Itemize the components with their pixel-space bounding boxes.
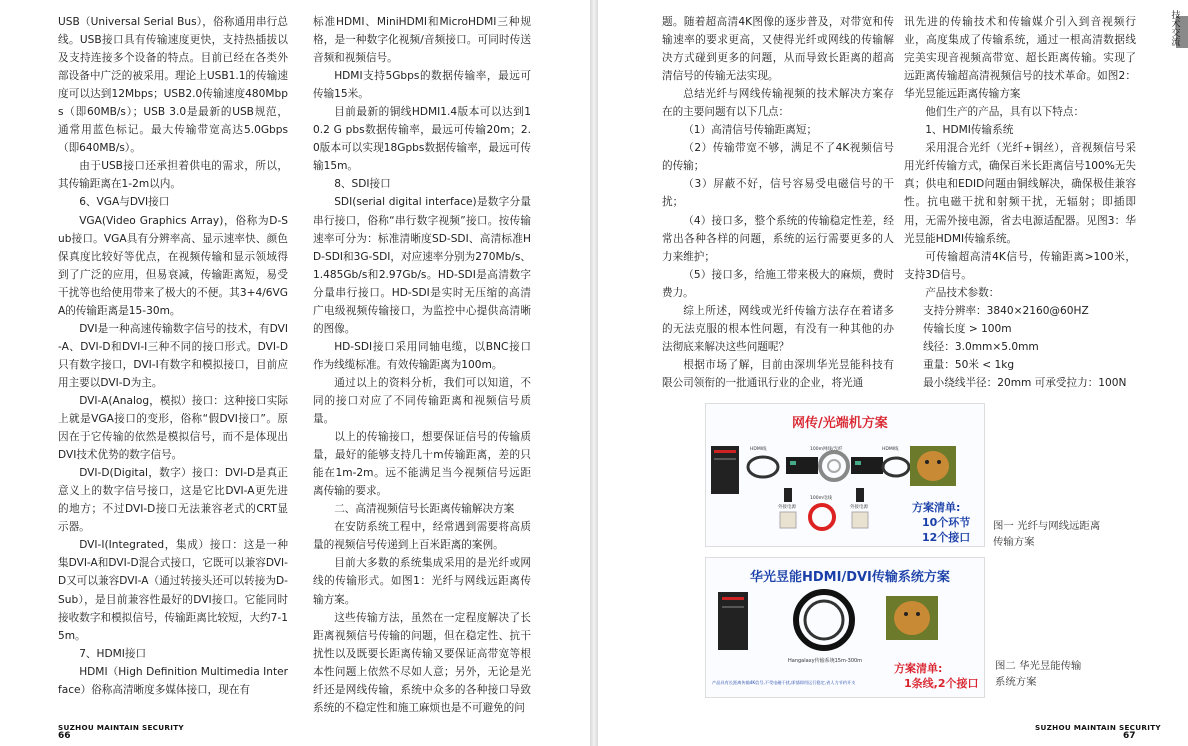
paragraph: 传输长度 > 100m xyxy=(923,322,1012,335)
left-footer: SUZHOU MAINTAIN SECURITY xyxy=(58,723,184,732)
transmitter-box-left-icon xyxy=(786,457,818,474)
paragraph: （4）接口多，整个系统的传输稳定性差，经常出各种各样的问题，系统的运行需要更多的人力来维护； xyxy=(662,214,894,263)
figure-1-label: HDMI线 xyxy=(750,447,767,452)
paragraph: HD-SDI接口采用同轴电缆，以BNC接口作为线缆标准。有效传输距离为100m。 xyxy=(313,340,531,371)
pc-tower-icon xyxy=(711,446,739,494)
section-tab-label xyxy=(1164,10,1184,50)
paragraph: 讯先进的传输技术和传输媒介引入到音视频行业，高度集成了传输系统，通过一根高清数据线完美实现音视频高带宽、超长距离传输。实现了远距离传输超高清视频信号的技术革命。如图2：华光昱能远距离传输方案 xyxy=(904,16,1136,101)
hdmi-cable-left-icon xyxy=(748,457,778,477)
paragraph: 产品技术参数： xyxy=(925,286,1000,299)
paragraph: 这些传输方法，虽然在一定程度解决了长距离视频信号传输的问题，但在稳定性、抗干扰性以及既要长距离传输又要保证高带宽等根本性问题上依然不尽如人意；另外，无论是光纤还是网线传输，系统中众多的各种接口导致系统的不稳定性和施工麻烦也是不可避免的问 xyxy=(313,611,531,714)
section-tab-text: 技术交流 xyxy=(1169,10,1180,46)
figure-2-list-item: 1条线,2个接口 xyxy=(904,677,979,690)
paragraph: 重量：50米 < 1kg xyxy=(923,358,1015,371)
paragraph: HDMI（High Definition Multimedia Interface）俗称高清晰度多媒体接口，现在有 xyxy=(58,665,288,696)
power-wire-coil-icon xyxy=(810,505,834,529)
figure-1-caption-line: 图一 光纤与网线远距离 xyxy=(993,520,1101,532)
wall-socket-left-icon xyxy=(780,512,796,528)
paragraph: 采用混合光纤（光纤+铜丝），音视频信号采用光纤传输方式，确保百米长距离信号100%无失真；供电和EDID问题由铜线解决，确保极佳兼容性。抗电磁干扰和射频干扰，无辐射；即插即用，无需外接电源，省去电源适配器。见图3：华光昱能HDMI传输系统。 xyxy=(904,142,1136,245)
paragraph: 目前最新的铜线HDMI1.4版本可以达到10.2 G pbs数据传输率，最远可传输20m；2.0版本可以实现18Gpbs数据传输率，最远可传输15m。 xyxy=(313,106,531,173)
book-gutter xyxy=(590,0,598,746)
paragraph: 二、高清视频信号长距离传输解决方案 xyxy=(334,503,515,516)
pc-tower-icon xyxy=(718,592,748,650)
paragraph: DVI-A(Analog，模拟）接口：这种接口实际上就是VGA接口的变形，俗称“假DVI接口”。原因在于它传输的依然是模拟信号，而不是体现出DVI技术优势的数字信号。 xyxy=(58,394,288,462)
figure-2-cable-label: Hangalaxy传输系统15m-300m xyxy=(788,658,863,664)
paragraph: 题。随着超高清4K图像的逐步普及，对带宽和传输速率的要求更高，又使得光纤或网线的传输解决方式碰到更多的问题，从而导致长距离的超高清信号的传输无法实现。 xyxy=(662,16,894,83)
figure-2-caption-line: 图二 华光昱能传输 xyxy=(995,660,1082,672)
paragraph: 可传输超高清4K信号，传输距离>100米，支持3D信号。 xyxy=(904,250,1136,281)
paragraph: 他们生产的产品，具有以下特点： xyxy=(925,106,1085,119)
left-column-2 xyxy=(313,13,531,717)
paragraph: 综上所述，网线或光纤传输方法存在着诸多的无法克服的根本性问题，有没有一种其他的办法彻底来解决这些问题呢？ xyxy=(662,304,894,353)
figure-2-list-title: 方案清单: xyxy=(894,662,943,675)
paragraph: DVI-D(Digital，数字）接口：DVI-D是真正意义上的数字信号接口，这是它比DVI-A更先进的地方；不过DVI-D接口无法兼容老式的CRT显示器。 xyxy=(58,467,288,534)
paragraph: 在安防系统工程中，经常遇到需要将高质量的视频信号传递到上百米距离的案例。 xyxy=(313,521,531,552)
figure-1 xyxy=(705,403,985,547)
figure-1-list-title: 方案清单: xyxy=(912,501,961,514)
transmitter-box-right-icon xyxy=(851,457,883,474)
paragraph: 6、VGA与DVI接口 xyxy=(79,196,170,209)
right-column-2 xyxy=(904,13,1136,392)
paragraph: （1）高清信号传输距离短； xyxy=(683,124,818,137)
paragraph: 线径：3.0mm×5.0mm xyxy=(923,340,1039,353)
figure-1-label: 100m电线 xyxy=(810,496,832,501)
right-footer: SUZHOU MAINTAIN SECURITY xyxy=(1035,723,1161,732)
paragraph: DVI是一种高速传输数字信号的技术，有DVI-A、DVI-D和DVI-I三种不同的接口形式。DVI-D只有数字接口，DVI-I有数字和模拟接口，目前应用主要以DVI-D为主。 xyxy=(58,322,288,389)
paragraph: DVI-I(Integrated，集成）接口：这是一种集DVI-A和DVI-D混合式接口，它既可以兼容DVI-D又可以兼容DVI-A（通过转接头还可以转接为D-Sub），是目前兼容性最好的DVI接口。它能同时接收数字和模拟信号，传输距离比较短，大约7-15m。 xyxy=(58,539,288,642)
right-column-1 xyxy=(662,13,894,392)
paragraph: 1、HDMI传输系统 xyxy=(925,124,1014,137)
fiber-cable-coil-icon xyxy=(796,592,852,648)
figure-2-list xyxy=(894,661,979,691)
paragraph: 根据市场了解，目前由深圳华光昱能科技有限公司领衔的一批通讯行业的企业，将光通 xyxy=(662,358,894,389)
figure-2 xyxy=(705,557,985,698)
paragraph: （2）传输带宽不够，满足不了4K视频信号的传输； xyxy=(662,142,894,173)
figure-2-caption xyxy=(995,658,1081,690)
figure-1-list xyxy=(912,500,970,545)
left-column-1 xyxy=(58,13,288,699)
paragraph: 总结光纤与网线传输视频的技术解决方案存在的主要问题有以下几点： xyxy=(662,88,894,119)
figure-1-list-item: 12个接口 xyxy=(922,531,971,544)
figure-1-title: 网传/光端机方案 xyxy=(792,416,888,431)
figure-1-label: 外接电源 xyxy=(850,505,868,510)
figure-1-label: 100m网线/光纤 xyxy=(810,447,843,452)
tiger-display-icon xyxy=(910,446,956,486)
paragraph: （5）接口多，给施工带来极大的麻烦，费时费力。 xyxy=(662,268,894,299)
paragraph: 目前大多数的系统集成采用的是光纤或网线的传输形式。如图1：光纤与网线远距离传输方案。 xyxy=(313,557,531,606)
paragraph: SDI(serial digital interface)是数字分量串行接口，俗称“串行数字视频”接口。按传输速率可分为：标准清晰度SD-SDI、高清标准HD-SDI和3G-SDI，对应速率分别为270Mb/s、1.485Gb/s和2.97Gb/s。HD-SDI是高清数字分量串行接口。HD-SDI是实时无压缩的高清广电级视频传输接口，为监控中心提供高清晰的图像。 xyxy=(313,196,531,335)
paragraph: 由于USB接口还承担着供电的需求，所以，其传输距离在1-2m以内。 xyxy=(58,160,288,191)
figure-1-caption-line: 传输方案 xyxy=(993,536,1035,548)
tiger-display-icon xyxy=(886,596,938,640)
figure-2-caption-line: 系统方案 xyxy=(995,676,1037,688)
paragraph: （3）屏蔽不好，信号容易受电磁信号的干扰； xyxy=(662,178,894,209)
paragraph: 以上的传输接口，想要保证信号的传输质量，最好的能够支持几十m传输距离，差的只能在1m-2m。远不能满足当今视频信号远距离传输的要求。 xyxy=(313,431,531,498)
paragraph: 7、HDMI接口 xyxy=(79,647,147,660)
paragraph: HDMI支持5Gbps的数据传输率，最远可传输15米。 xyxy=(313,70,531,101)
figure-2-note: 产品具有长距离传输4K信号,不受电磁干扰,即插即用运行稳定,省人力节约开支 xyxy=(712,680,856,685)
paragraph: 通过以上的资料分析，我们可以知道，不同的接口对应了不同传输距离和视频信号质量。 xyxy=(313,376,531,426)
figure-2-title: 华光昱能HDMI/DVI传输系统方案 xyxy=(750,570,950,585)
figure-1-caption xyxy=(993,518,1100,550)
figure-1-label: 外接电源 xyxy=(778,505,796,510)
right-page-number: 67 xyxy=(1123,731,1136,741)
paragraph: 标准HDMI、MiniHDMI和MicroHDMI三种规格，是一种数字化视频/音频接口。可同时传送音频和视频信号。 xyxy=(313,16,531,65)
power-adapter-left-icon xyxy=(784,488,792,502)
figure-1-label: HDMI线 xyxy=(882,447,899,452)
hdmi-cable-right-icon xyxy=(883,458,909,476)
paragraph: 8、SDI接口 xyxy=(334,178,391,191)
paragraph: USB（Universal Serial Bus），俗称通用串行总线。USB接口具有传输速度更快，支持热插拔以及支持连接多个设备的特点。目前已经在各类外部设备中广泛的被采用。理论上USB1.1的传输速度可以达到12Mbps；USB2.0传输速度480Mbps（即60MB/s）；USB 3.0是最新的USB规范，通常用蓝色标记。最大传输带宽高达5.0Gbps（即640MB/s）。 xyxy=(58,16,288,155)
paragraph: 支持分辨率：3840×2160@60HZ xyxy=(923,304,1089,317)
left-page xyxy=(0,0,590,746)
paragraph: 最小绕线半径：20mm 可承受拉力：100N xyxy=(923,376,1127,389)
left-page-number: 66 xyxy=(58,731,71,741)
paragraph: VGA(Video Graphics Array)，俗称为D-Sub接口。VGA具有分辨率高、显示速率快、颜色保真度比较好等优点，在视频传输和显示领域得到了广泛的应用，但易衰减，传输距离短，易受干扰等也给使用带来了极大的不便。其3+4/6VGA的传输距离是15-30m。 xyxy=(58,214,288,317)
network-cable-coil-icon xyxy=(820,452,848,480)
wall-socket-right-icon xyxy=(852,512,868,528)
power-adapter-right-icon xyxy=(856,488,864,502)
figure-1-list-item: 10个环节 xyxy=(922,516,971,529)
